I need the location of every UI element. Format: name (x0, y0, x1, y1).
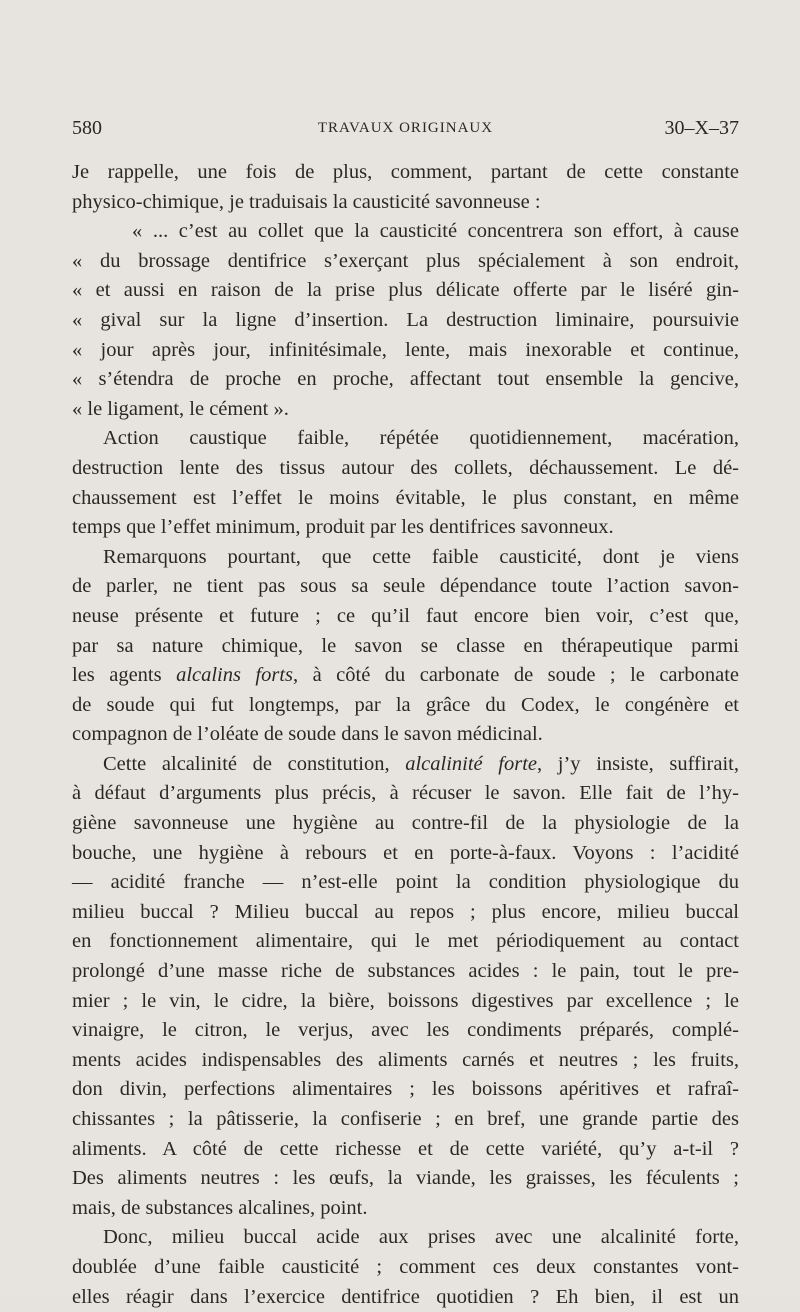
text-line: vinaigre, le citron, le verjus, avec les condiments préparés, complé- (72, 1019, 739, 1042)
text-line: ments acides indispensables des aliments carnés et neutres ; les fruits, (72, 1048, 739, 1071)
text-line: par sa nature chimique, le savon se classe en thérapeutique parmi (72, 634, 739, 657)
text-line: en fonctionnement alimentaire, qui le met périodiquement au contact (72, 930, 739, 953)
text-line (72, 661, 739, 691)
page-number: 580 (72, 117, 102, 139)
quote-line: « et aussi en raison de la prise plus délicate offerte par le liséré gin- (72, 279, 739, 302)
text-line: mais, de substances alcalines, point. (72, 1196, 368, 1219)
running-head (72, 113, 739, 143)
issue-date: 30–X–37 (664, 117, 739, 139)
line-text: Cette alcalinité de constitution, (103, 752, 406, 775)
text-line: — acidité franche — n’est-elle point la condition physiologique du (72, 871, 739, 894)
quote-line: « jour après jour, infinitésimale, lente, mais inexorable et continue, (72, 338, 739, 361)
text-line: chissantes ; la pâtisserie, la confiserie ; en bref, une grande partie des (72, 1108, 739, 1130)
italic-term: alcalinité forte (405, 752, 538, 775)
text-line: milieu buccal ? Milieu buccal au repos ; plus encore, milieu buccal (72, 900, 739, 923)
text-line: physico-chimique, je traduisais la causticité savonneuse : (72, 190, 541, 213)
text-line: doublée d’une faible causticité ; comment ces deux constantes vont- (72, 1255, 739, 1278)
text-line: bouche, une hygiène à rebours et en porte-à-faux. Voyons : l’acidité (72, 841, 739, 864)
text-line: compagnon de l’oléate de soude dans le savon médicinal. (72, 723, 543, 746)
text-line: Donc, milieu buccal acide aux prises avec une alcalinité forte, (103, 1226, 739, 1249)
running-title: TRAVAUX ORIGINAUX (317, 120, 494, 136)
line-text: , à côté du carbonate de soude ; le carbonate (293, 664, 739, 687)
text-line: de parler, ne tient pas sous sa seule dépendance toute l’action savon- (72, 575, 739, 598)
quote-line: « gival sur la ligne d’insertion. La destruction liminaire, poursuivie (72, 308, 739, 331)
text-line: giène savonneuse une hygiène au contre-fil de la physiologie de la (72, 812, 739, 835)
text-line: Des aliments neutres : les œufs, la viande, les graisses, les féculents ; (72, 1167, 739, 1190)
text-line (72, 750, 739, 780)
text-line: elles réagir dans l’exercice dentifrice quotidien ? Eh bien, il est un (72, 1285, 739, 1308)
quote-line: « ... c’est au collet que la causticité concentrera son effort, à cause (132, 220, 739, 243)
text-line: Action caustique faible, répétée quotidiennement, macération, (103, 427, 739, 450)
text-line: de soude qui fut longtemps, par la grâce du Codex, le congénère et (72, 693, 739, 716)
quote-line: « du brossage dentifrice s’exerçant plus spécialement à son endroit, (72, 249, 739, 272)
quote-line: « le ligament, le cément ». (72, 397, 289, 420)
quote-line: « s’étendra de proche en proche, affectant tout ensemble la gencive, (72, 368, 739, 391)
text-line: à défaut d’arguments plus précis, à récuser le savon. Elle fait de l’hy- (72, 782, 739, 805)
text-line: prolongé d’une masse riche de substances acides : le pain, tout le pre- (72, 960, 739, 983)
italic-term: alcalins forts (176, 664, 294, 687)
text-line: don divin, perfections alimentaires ; les boissons apéritives et rafraî- (72, 1078, 739, 1101)
text-line: mier ; le vin, le cidre, la bière, boissons digestives par excellence ; le (72, 989, 739, 1012)
text-line: chaussement est l’effet le moins évitable, le plus constant, en même (72, 486, 739, 509)
text-line: Je rappelle, une fois de plus, comment, partant de cette constante (72, 161, 739, 183)
body-text (72, 158, 739, 1312)
text-line: aliments. A côté de cette richesse et de cette variété, qu’y a-t-il ? (72, 1137, 739, 1160)
text-line: destruction lente des tissus autour des collets, déchaussement. Le dé- (72, 456, 739, 479)
text-line: neuse présente et future ; ce qu’il faut encore bien voir, c’est que, (72, 604, 739, 627)
text-line: Remarquons pourtant, que cette faible causticité, dont je viens (103, 545, 739, 568)
text-line: temps que l’effet minimum, produit par les dentifrices savonneux. (72, 516, 614, 539)
line-text: les agents (72, 664, 177, 687)
line-text: , j’y insiste, suffirait, (537, 752, 739, 775)
